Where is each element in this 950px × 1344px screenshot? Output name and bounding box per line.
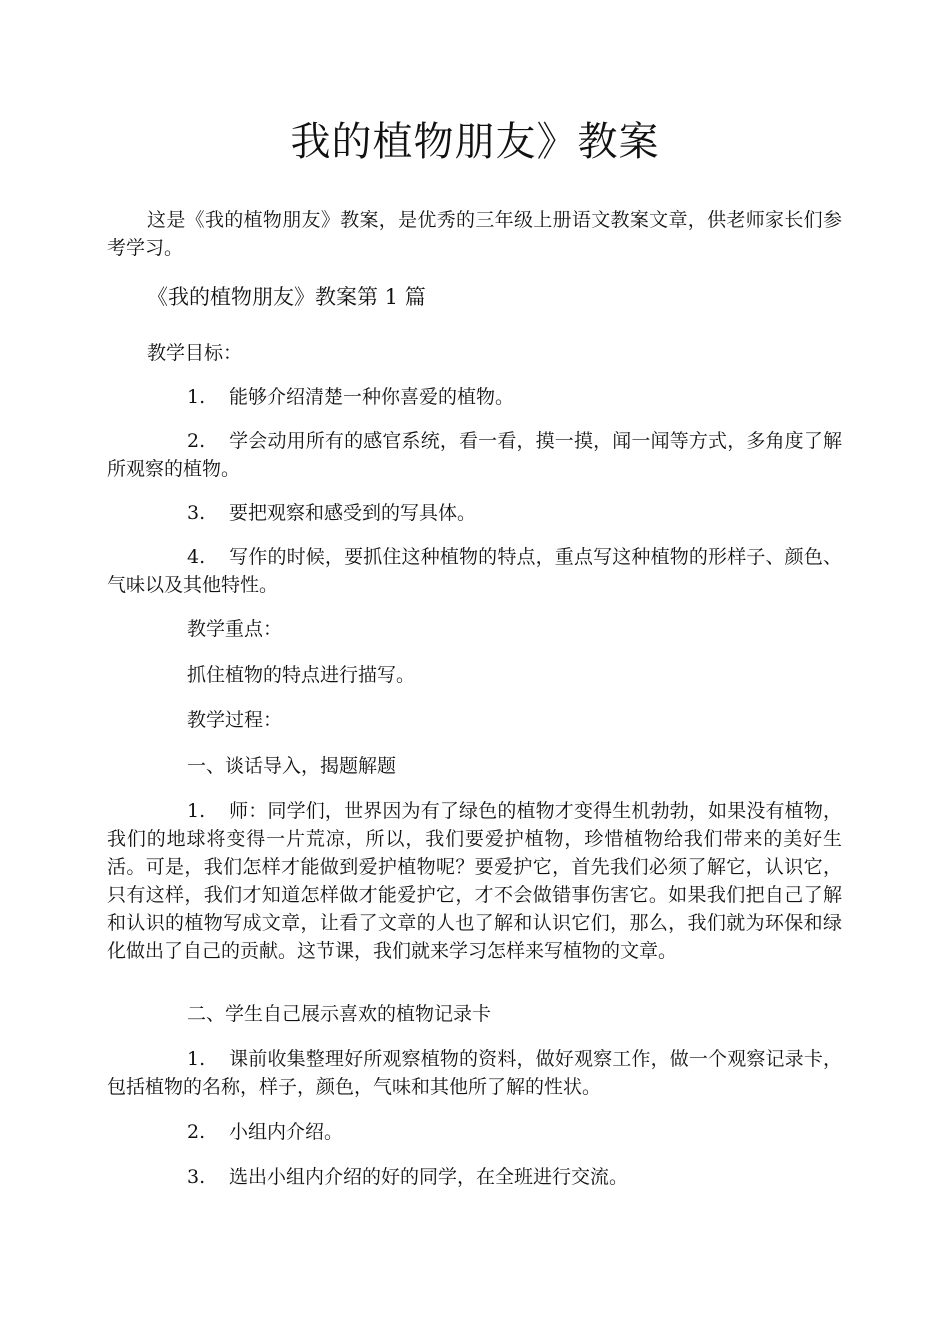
goal-number: 1.	[187, 386, 206, 408]
goal-text: 学会动用所有的感官系统，看一看，摸一摸，闻一闻等方式，多角度了解所观察的植物。	[107, 430, 842, 480]
section-heading: 《我的植物朋友》教案第 1 篇	[147, 285, 426, 309]
goal-text: 要把观察和感受到的写具体。	[229, 502, 477, 524]
goal-text: 写作的时候，要抓住这种植物的特点，重点写这种植物的形样子、颜色、气味以及其他特性。	[107, 546, 842, 596]
goal-text: 能够介绍清楚一种你喜爱的植物。	[229, 386, 515, 408]
part2-item-1	[107, 1045, 842, 1101]
part2-item-3	[107, 1163, 842, 1191]
goals-label: 教学目标：	[147, 342, 243, 364]
key-label: 教学重点：	[187, 618, 283, 640]
item-number: 1.	[187, 800, 206, 822]
goal-item-4	[107, 543, 842, 599]
goal-number: 2.	[187, 430, 206, 452]
goal-number: 4.	[187, 546, 206, 568]
part2-heading: 二、学生自己展示喜欢的植物记录卡	[187, 1003, 492, 1025]
document-title: 我的植物朋友》教案	[290, 119, 660, 165]
goal-number: 3.	[187, 502, 206, 524]
part2-item-2	[107, 1118, 842, 1146]
key-text: 抓住植物的特点进行描写。	[187, 664, 416, 686]
goal-item-3	[107, 499, 842, 527]
item-text: 小组内介绍。	[229, 1121, 344, 1143]
item-text: 课前收集整理好所观察植物的资料，做好观察工作，做一个观察记录卡，包括植物的名称，样子，颜色，气味和其他所了解的性状。	[107, 1048, 842, 1098]
item-text: 师：同学们，世界因为有了绿色的植物才变得生机勃勃，如果没有植物，我们的地球将变得一片荒凉，所以，我们要爱护植物，珍惜植物给我们带来的美好生活。可是，我们怎样才能做到爱护植物呢？要爱护它，首先我们必须了解它，认识它，只有这样，我们才知道怎样做才能爱护它，才不会做错事伤害它。如果我们把自己了解和认识的植物写成文章，让看了文章的人也了解和认识它们，那么，我们就为环保和绿化做出了自己的贡献。这节课，我们就来学习怎样来写植物的文章。	[107, 800, 842, 962]
intro-paragraph: 这是《我的植物朋友》教案，是优秀的三年级上册语文教案文章，供老师家长们参考学习。	[107, 209, 842, 259]
item-number: 3.	[187, 1166, 206, 1188]
part1-item-1	[107, 797, 842, 965]
goal-item-1	[107, 383, 842, 411]
process-label: 教学过程：	[187, 709, 283, 731]
item-number: 1.	[187, 1048, 206, 1070]
part1-heading: 一、谈话导入，揭题解题	[187, 755, 397, 777]
goal-item-2	[107, 427, 842, 483]
item-number: 2.	[187, 1121, 206, 1143]
item-text: 选出小组内介绍的好的同学，在全班进行交流。	[229, 1166, 629, 1188]
